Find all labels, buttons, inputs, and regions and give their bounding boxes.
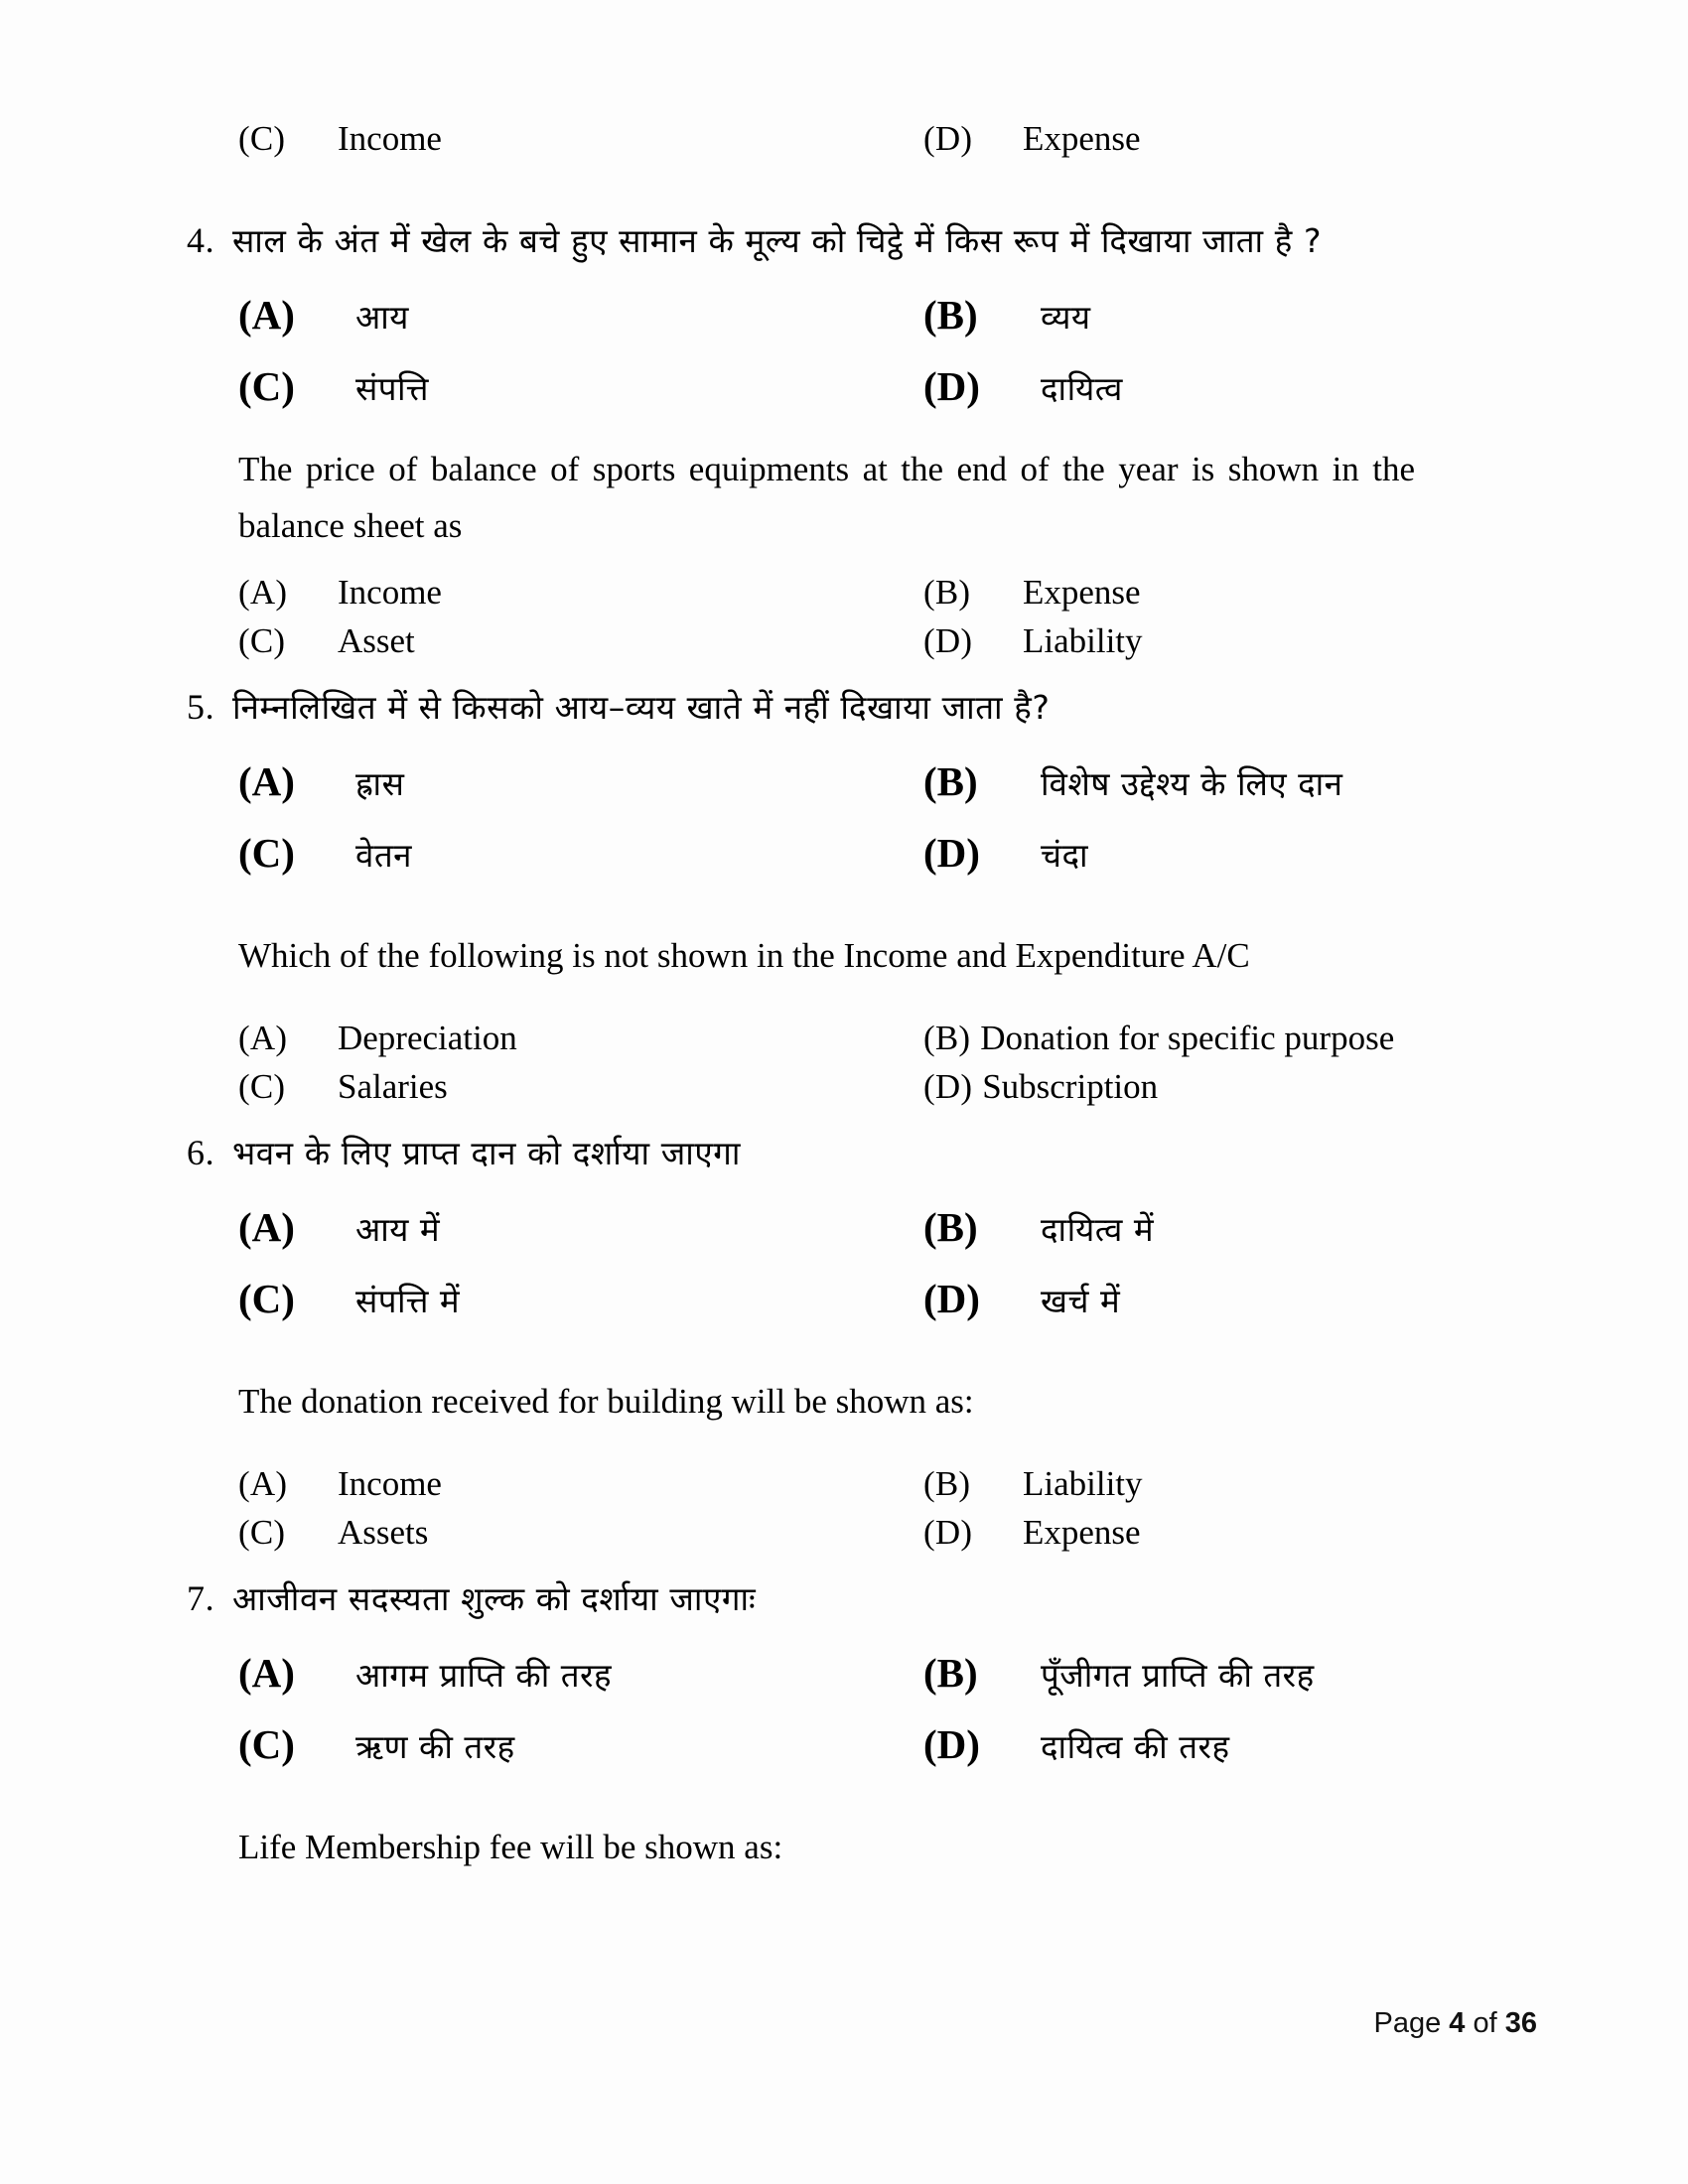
- option-text-a: आय में: [355, 1210, 441, 1249]
- option-label-d: (D): [923, 119, 973, 158]
- option-label-d: (D): [923, 620, 973, 660]
- option-label-c: (C): [238, 620, 286, 660]
- option-text-d: खर्च में: [1041, 1282, 1121, 1320]
- q5-hi-option-d: [923, 829, 1460, 877]
- question-4-hindi-option-row-2: [238, 362, 1460, 410]
- q6-hi-option-c: [238, 1275, 923, 1322]
- option-text-d: दायित्व की तरह: [1041, 1727, 1230, 1766]
- q6-hi-option-a: [238, 1203, 923, 1251]
- option-label-c: (C): [238, 1721, 295, 1767]
- question-7-english-stem: Life Membership fee will be shown as:: [238, 1828, 783, 1866]
- q4-hi-option-c: [238, 362, 923, 410]
- question-6-hindi-text: भवन के लिए प्राप्त दान को दर्शाया जाएगा: [232, 1133, 741, 1172]
- q5-en-option-a: [238, 1019, 923, 1058]
- question-4-english-stem: The price of balance of sports equipments at the end of the year is shown in the balance sheet as: [238, 450, 1415, 545]
- option-text-c: Income: [338, 119, 442, 158]
- option-label-c: (C): [238, 1512, 286, 1552]
- question-5-number: 5.: [187, 686, 215, 727]
- question-6-english-option-row-1: [238, 1464, 1460, 1504]
- question-4-english-option-row-1: [238, 573, 1460, 613]
- option-text-d: Expense: [1023, 119, 1141, 158]
- question-4-hindi-option-row-1: [238, 291, 1460, 339]
- q6-en-option-c: [238, 1513, 923, 1553]
- option-label-c: (C): [238, 119, 286, 158]
- option-text-c: ऋण की तरह: [355, 1727, 515, 1766]
- option-text-b: व्यय: [1041, 298, 1091, 338]
- option-text-d: Liability: [1023, 620, 1143, 660]
- q5-hi-option-a: [238, 757, 923, 805]
- option-text-b: दायित्व में: [1041, 1210, 1155, 1249]
- option-label-b: (B): [923, 572, 971, 612]
- option-label-d: (D): [923, 363, 980, 410]
- option-label-b: (B): [923, 758, 978, 804]
- option-text-a: ह्रास: [355, 764, 405, 803]
- question-6-english-option-row-2: [238, 1513, 1460, 1553]
- question-6-english-stem: The donation received for building will be shown as:: [238, 1382, 974, 1421]
- q6-en-option-a: [238, 1464, 923, 1504]
- option-label-b: (B): [923, 292, 978, 339]
- q7-hi-option-c: [238, 1720, 923, 1768]
- option-text-d: Subscription: [982, 1066, 1159, 1106]
- option-label-d: (D): [923, 1066, 973, 1106]
- q5-en-option-d: [923, 1067, 1460, 1107]
- option-text-b: पूँजीगत प्राप्ति की तरह: [1041, 1656, 1315, 1695]
- q6-hi-option-b: [923, 1203, 1460, 1251]
- q4-en-option-c: [238, 621, 923, 661]
- question-6-number: 6.: [187, 1132, 215, 1172]
- q6-en-option-b: [923, 1464, 1460, 1504]
- option-label-b: (B): [923, 1463, 971, 1503]
- option-label-d: (D): [923, 1721, 980, 1767]
- option-label-c: (C): [238, 830, 295, 876]
- option-d-carryover: [923, 119, 1460, 159]
- option-text-a: आय: [355, 298, 409, 338]
- q5-hi-option-b: [923, 757, 1460, 805]
- option-label-b: (B): [923, 1204, 978, 1250]
- q6-en-option-d: [923, 1513, 1460, 1553]
- q5-hi-option-c: [238, 829, 923, 877]
- q6-hi-option-d: [923, 1275, 1460, 1322]
- q5-en-option-c: [238, 1067, 923, 1107]
- option-text-d: चंदा: [1041, 836, 1089, 875]
- option-text-a: Depreciation: [338, 1018, 517, 1057]
- question-4-english-option-row-2: [238, 621, 1460, 661]
- question-6-hindi-option-row-1: [238, 1203, 1460, 1251]
- question-5-hindi-stem: [187, 678, 1460, 736]
- option-label-d: (D): [923, 1276, 980, 1321]
- footer-page-number: 4: [1449, 2007, 1466, 2039]
- option-text-c: Assets: [338, 1512, 429, 1552]
- option-label-b: (B): [923, 1018, 971, 1057]
- question-5-english-option-row-1: [238, 1019, 1460, 1058]
- question-4-hindi-stem: [187, 211, 1460, 269]
- q5-en-option-b: [923, 1019, 1460, 1058]
- option-label-d: (D): [923, 1512, 973, 1552]
- q4-en-option-a: [238, 573, 923, 613]
- question-4-number: 4.: [187, 220, 215, 260]
- option-label-b: (B): [923, 1650, 978, 1696]
- question-7-hindi-stem: [187, 1570, 1460, 1627]
- question-content: [187, 119, 1460, 1876]
- q4-hi-option-d: [923, 362, 1460, 410]
- q4-hi-option-b: [923, 291, 1460, 339]
- option-label-a: (A): [238, 572, 288, 612]
- question-5-hindi-text: निम्नलिखित में से किसको आय–व्यय खाते में नहीं दिखाया जाता है?: [232, 687, 1051, 727]
- option-text-a: Income: [338, 572, 442, 612]
- q4-en-option-b: [923, 573, 1460, 613]
- option-row-carryover: [238, 119, 1460, 159]
- option-label-a: (A): [238, 1018, 288, 1057]
- option-label-a: (A): [238, 758, 295, 804]
- option-text-d: Expense: [1023, 1512, 1141, 1552]
- option-label-d: (D): [923, 830, 980, 876]
- question-5-english-option-row-2: [238, 1067, 1460, 1107]
- question-7-hindi-option-row-1: [238, 1649, 1460, 1697]
- option-label-a: (A): [238, 292, 295, 339]
- option-text-b: Donation for specific purpose: [980, 1018, 1395, 1057]
- footer-page-word: Page: [1373, 2007, 1442, 2039]
- q7-hi-option-d: [923, 1720, 1460, 1768]
- option-text-c: Asset: [338, 620, 415, 660]
- option-text-d: दायित्व: [1041, 369, 1123, 409]
- question-7-number: 7.: [187, 1577, 215, 1618]
- q4-en-option-d: [923, 621, 1460, 661]
- q4-hi-option-a: [238, 291, 923, 339]
- option-label-a: (A): [238, 1463, 288, 1503]
- q7-hi-option-a: [238, 1649, 923, 1697]
- question-6-hindi-option-row-2: [238, 1275, 1460, 1322]
- option-text-b: Expense: [1023, 572, 1141, 612]
- option-text-a: आगम प्राप्ति की तरह: [355, 1656, 613, 1695]
- option-text-b: विशेष उद्देश्य के लिए दान: [1041, 764, 1343, 803]
- option-c-carryover: [238, 119, 923, 159]
- option-text-c: संपत्ति में: [355, 1282, 461, 1320]
- footer-total-pages: 36: [1504, 2007, 1537, 2039]
- option-label-c: (C): [238, 1276, 295, 1321]
- option-label-c: (C): [238, 1066, 286, 1106]
- question-7-hindi-option-row-2: [238, 1720, 1460, 1768]
- option-label-a: (A): [238, 1204, 295, 1250]
- option-text-c: वेतन: [355, 836, 412, 875]
- question-5-hindi-option-row-2: [238, 829, 1460, 877]
- question-7-hindi-text: आजीवन सदस्यता शुल्क को दर्शाया जाएगाः: [232, 1578, 757, 1618]
- option-text-a: Income: [338, 1463, 442, 1503]
- q7-hi-option-b: [923, 1649, 1460, 1697]
- option-text-c: संपत्ति: [355, 369, 429, 409]
- question-5-english-stem: Which of the following is not shown in the Income and Expenditure A/C: [238, 936, 1250, 975]
- question-4-hindi-text: साल के अंत में खेल के बचे हुए सामान के मूल्य को चिट्ठे में किस रूप में दिखाया जाता है ?: [232, 221, 1323, 260]
- option-label-a: (A): [238, 1650, 295, 1696]
- question-5-hindi-option-row-1: [238, 757, 1460, 805]
- option-text-b: Liability: [1023, 1463, 1143, 1503]
- option-text-c: Salaries: [338, 1066, 448, 1106]
- page-footer: [1373, 2007, 1537, 2040]
- question-6-hindi-stem: [187, 1124, 1460, 1181]
- option-label-c: (C): [238, 363, 295, 410]
- footer-of-word: of: [1473, 2007, 1497, 2039]
